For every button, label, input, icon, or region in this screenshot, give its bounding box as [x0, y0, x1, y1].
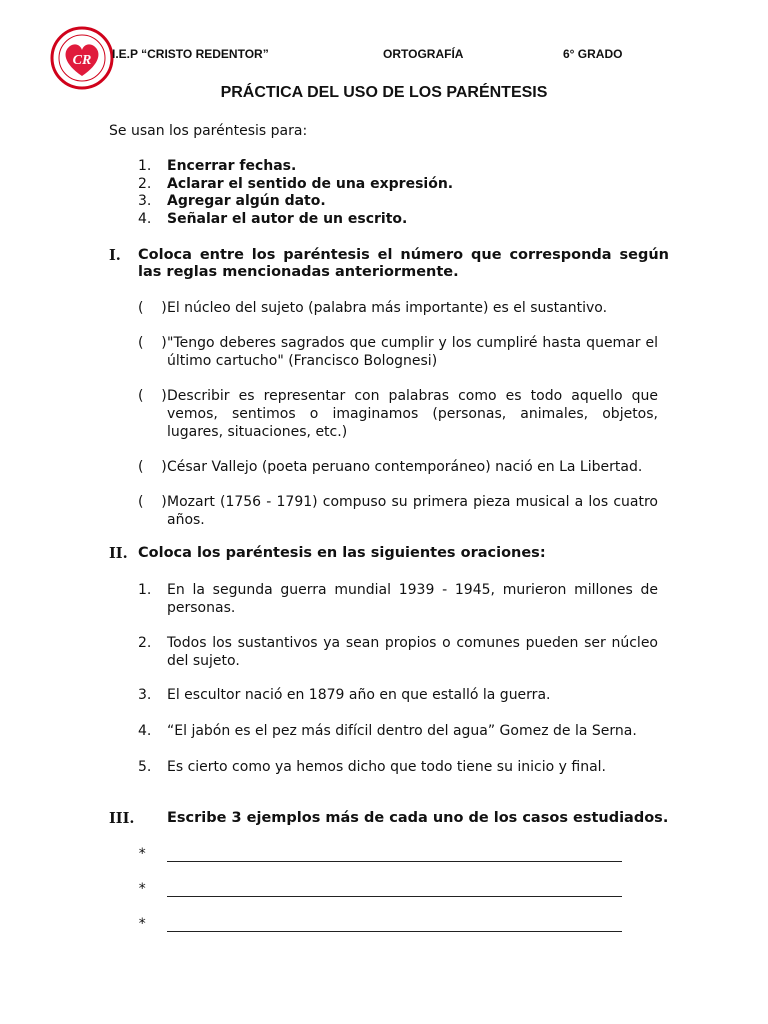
- school-seal-icon: [50, 26, 114, 90]
- subject-name: ORTOGRAFÍA: [383, 47, 464, 61]
- school-name: I.E.P “CRISTO REDENTOR”: [112, 47, 269, 61]
- answer-line: *: [138, 916, 638, 932]
- grade-label: 6° GRADO: [563, 47, 623, 61]
- svg-text:CR: CR: [72, 53, 92, 68]
- section-1-item: ( ) Describir es representar con palabras como es todo aquello que vemos, sentimos o imaginamos (personas, animales, objetos, lugares, situaciones, etc.): [138, 388, 658, 440]
- section-2-item: 2. Todos los sustantivos ya sean propios o comunes pueden ser núcleo del sujeto.: [138, 635, 658, 669]
- rule-item: 2. Aclarar el sentido de una expresión.: [138, 176, 454, 192]
- section-1-item: ( ) Mozart (1756 - 1791) compuso su primera pieza musical a los cuatro años.: [138, 494, 658, 528]
- answer-blank[interactable]: [167, 882, 622, 897]
- section-1-item: ( ) "Tengo deberes sagrados que cumplir y los cumpliré hasta quemar el último cartucho" (Francisco Bolognesi): [138, 335, 658, 369]
- section-2-item: 3. El escultor nació en 1879 año en que estalló la guerra.: [138, 687, 551, 703]
- school-logo: [50, 26, 114, 90]
- answer-line: *: [138, 846, 638, 862]
- section-1-heading: I. Coloca entre los paréntesis el número que corresponda según las reglas mencionadas anteriormente.: [109, 247, 669, 280]
- answer-parenthesis[interactable]: ( ): [138, 494, 167, 510]
- answer-parenthesis[interactable]: ( ): [138, 388, 167, 404]
- section-2-item: 4. “El jabón es el pez más difícil dentro del agua” Gomez de la Serna.: [138, 723, 637, 739]
- page-title: PRÁCTICA DEL USO DE LOS PARÉNTESIS: [220, 84, 548, 101]
- rule-item: 1. Encerrar fechas.: [138, 158, 297, 174]
- answer-parenthesis[interactable]: ( ): [138, 459, 167, 475]
- section-2-heading: II. Coloca los paréntesis en las siguientes oraciones:: [109, 545, 546, 562]
- section-3-heading: III. Escribe 3 ejemplos más de cada uno de los casos estudiados.: [109, 810, 669, 827]
- section-1-item: ( ) El núcleo del sujeto (palabra más importante) es el sustantivo.: [138, 300, 608, 316]
- answer-blank[interactable]: [167, 917, 622, 932]
- section-1-item: ( ) César Vallejo (poeta peruano contemporáneo) nació en La Libertad.: [138, 459, 643, 475]
- section-2-item: 1. En la segunda guerra mundial 1939 - 1945, murieron millones de personas.: [138, 582, 658, 616]
- rule-item: 3. Agregar algún dato.: [138, 193, 326, 209]
- section-2-item: 5. Es cierto como ya hemos dicho que todo tiene su inicio y final.: [138, 759, 607, 775]
- answer-parenthesis[interactable]: ( ): [138, 335, 167, 351]
- intro-text: Se usan los paréntesis para:: [109, 123, 308, 139]
- answer-line: *: [138, 881, 638, 897]
- answer-blank[interactable]: [167, 847, 622, 862]
- answer-parenthesis[interactable]: ( ): [138, 300, 167, 316]
- rule-item: 4. Señalar el autor de un escrito.: [138, 211, 408, 227]
